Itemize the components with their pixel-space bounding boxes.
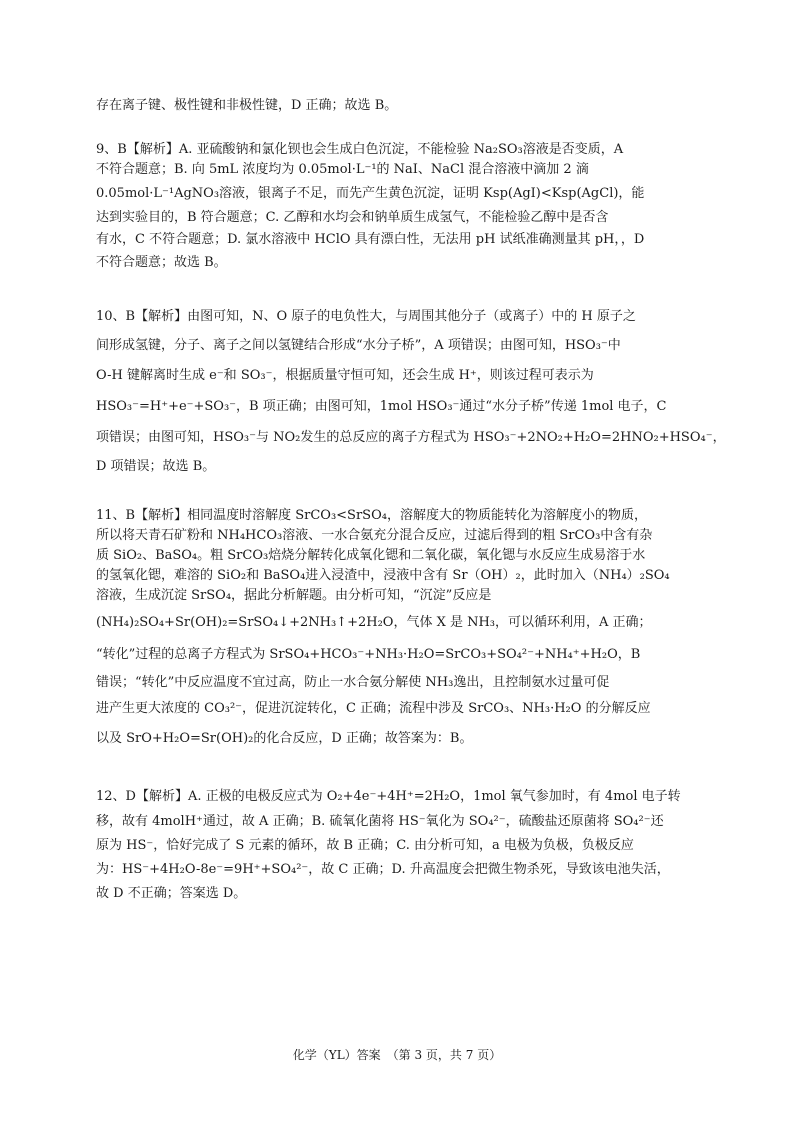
text-line: 存在离子键、极性键和非极性键，D 正确；故选 B。	[96, 98, 398, 113]
text-line: D 项错误；故选 B。	[96, 459, 216, 474]
text-line: O-H 键解离时生成 e⁻和 SO₃⁻，根据质量守恒可知，还会生成 H⁺，则该过程可表示为	[96, 368, 594, 383]
text-line: 11、B【解析】相同温度时溶解度 SrCO₃<SrSO₄，溶解度大的物质能转化为溶解度小的物质，	[96, 508, 647, 523]
text-line: 以及 SrO+H₂O=Sr(OH)₂的化合反应，D 正确；故答案为：B。	[96, 731, 473, 746]
text-line: 质 SiO₂、BaSO₄。粗 SrCO₃焙烧分解转化成氧化锶和二氧化碳，氧化锶与水反应生成易溶于水	[96, 548, 646, 563]
text-line: 的氢氧化锶，难溶的 SiO₂和 BaSO₄进入浸渣中，浸液中含有 Sr（OH）₂，此时加入（NH₄）₂SO₄	[96, 568, 670, 583]
text-line: “转化”过程的总离子方程式为 SrSO₄+HCO₃⁻+NH₃·H₂O=SrCO₃+SO₄²⁻+NH₄⁺+H₂O，B	[96, 647, 641, 662]
page-footer: 化学（YL）答案 （第 3 页，共 7 页）	[292, 1048, 502, 1062]
text-line: 9、B【解析】A. 亚硫酸钠和氯化钡也会生成白色沉淀，不能检验 Na₂SO₃溶液是否变质，A	[96, 142, 624, 157]
text-line: 有水，C 不符合题意；D. 氯水溶液中 HClO 具有漂白性，无法用 pH 试纸准确测量其 pH，，D	[96, 232, 645, 247]
text-line: 12、D【解析】A. 正极的电极反应式为 O₂+4e⁻+4H⁺=2H₂O，1mol 氧气参加时，有 4mol 电子转	[96, 789, 681, 804]
text-line: HSO₃⁻=H⁺+e⁻+SO₃⁻，B 项正确；由图可知，1mol HSO₃⁻通过“水分子桥”传递 1mol 电子，C	[96, 399, 667, 414]
text-line: 错误；“转化”中反应温度不宜过高，防止一水合氨分解使 NH₃逸出，且控制氨水过量可促	[96, 675, 610, 690]
text-line: 0.05mol·L⁻¹AgNO₃溶液，银离子不足，而先产生黄色沉淀，证明 Ksp(AgI)<Ksp(AgCl)，能	[96, 186, 645, 201]
text-line: 进产生更大浓度的 CO₃²⁻，促进沉淀转化，C 正确；流程中涉及 SrCO₃、NH₃·H₂O 的分解反应	[96, 701, 651, 716]
text-line: 溶液，生成沉淀 SrSO₄，据此分析解题。由分析可知，“沉淀”反应是	[96, 588, 492, 603]
text-line: 为：HS⁻+4H₂O-8e⁻=9H⁺+SO₄²⁻，故 C 正确；D. 升高温度会把微生物杀死，导致该电池失活，	[96, 862, 670, 877]
text-line: 项错误；由图可知，HSO₃⁻与 NO₂发生的总反应的离子方程式为 HSO₃⁻+2NO₂+H₂O=2HNO₂+HSO₄⁻，	[96, 430, 726, 445]
text-line: 移，故有 4molH⁺通过，故 A 正确；B. 硫氧化菌将 HS⁻氧化为 SO₄²⁻，硫酸盐还原菌将 SO₄²⁻还	[96, 814, 664, 829]
text-line: 10、B【解析】由图可知，N、O 原子的电负性大，与周围其他分子（或离子）中的 H 原子之	[96, 309, 636, 324]
text-line: (NH₄)₂SO₄+Sr(OH)₂=SrSO₄↓+2NH₃↑+2H₂O，气体 X 是 NH₃，可以循环利用，A 正确；	[96, 615, 652, 630]
text-line: 不符合题意；故选 B。	[96, 255, 227, 270]
text-line: 故 D 不正确；答案选 D。	[96, 886, 247, 901]
text-line: 所以将天青石矿粉和 NH₄HCO₃溶液、一水合氨充分混合反应，过滤后得到的粗 SrCO₃中含有杂	[96, 528, 653, 543]
text-line: 原为 HS⁻，恰好完成了 S 元素的循环，故 B 正确；C. 由分析可知，a 电极为负极，负极反应	[96, 838, 634, 853]
text-line: 达到实验目的，B 符合题意；C. 乙醇和水均会和钠单质生成氢气，不能检验乙醇中是否含	[96, 210, 609, 225]
text-line: 间形成氢键，分子、离子之间以氢键结合形成“水分子桥”，A 项错误；由图可知，HSO₃⁻中	[96, 338, 621, 353]
text-line: 不符合题意；B. 向 5mL 浓度均为 0.05mol·L⁻¹的 NaI、NaCl 混合溶液中滴加 2 滴	[96, 162, 589, 177]
